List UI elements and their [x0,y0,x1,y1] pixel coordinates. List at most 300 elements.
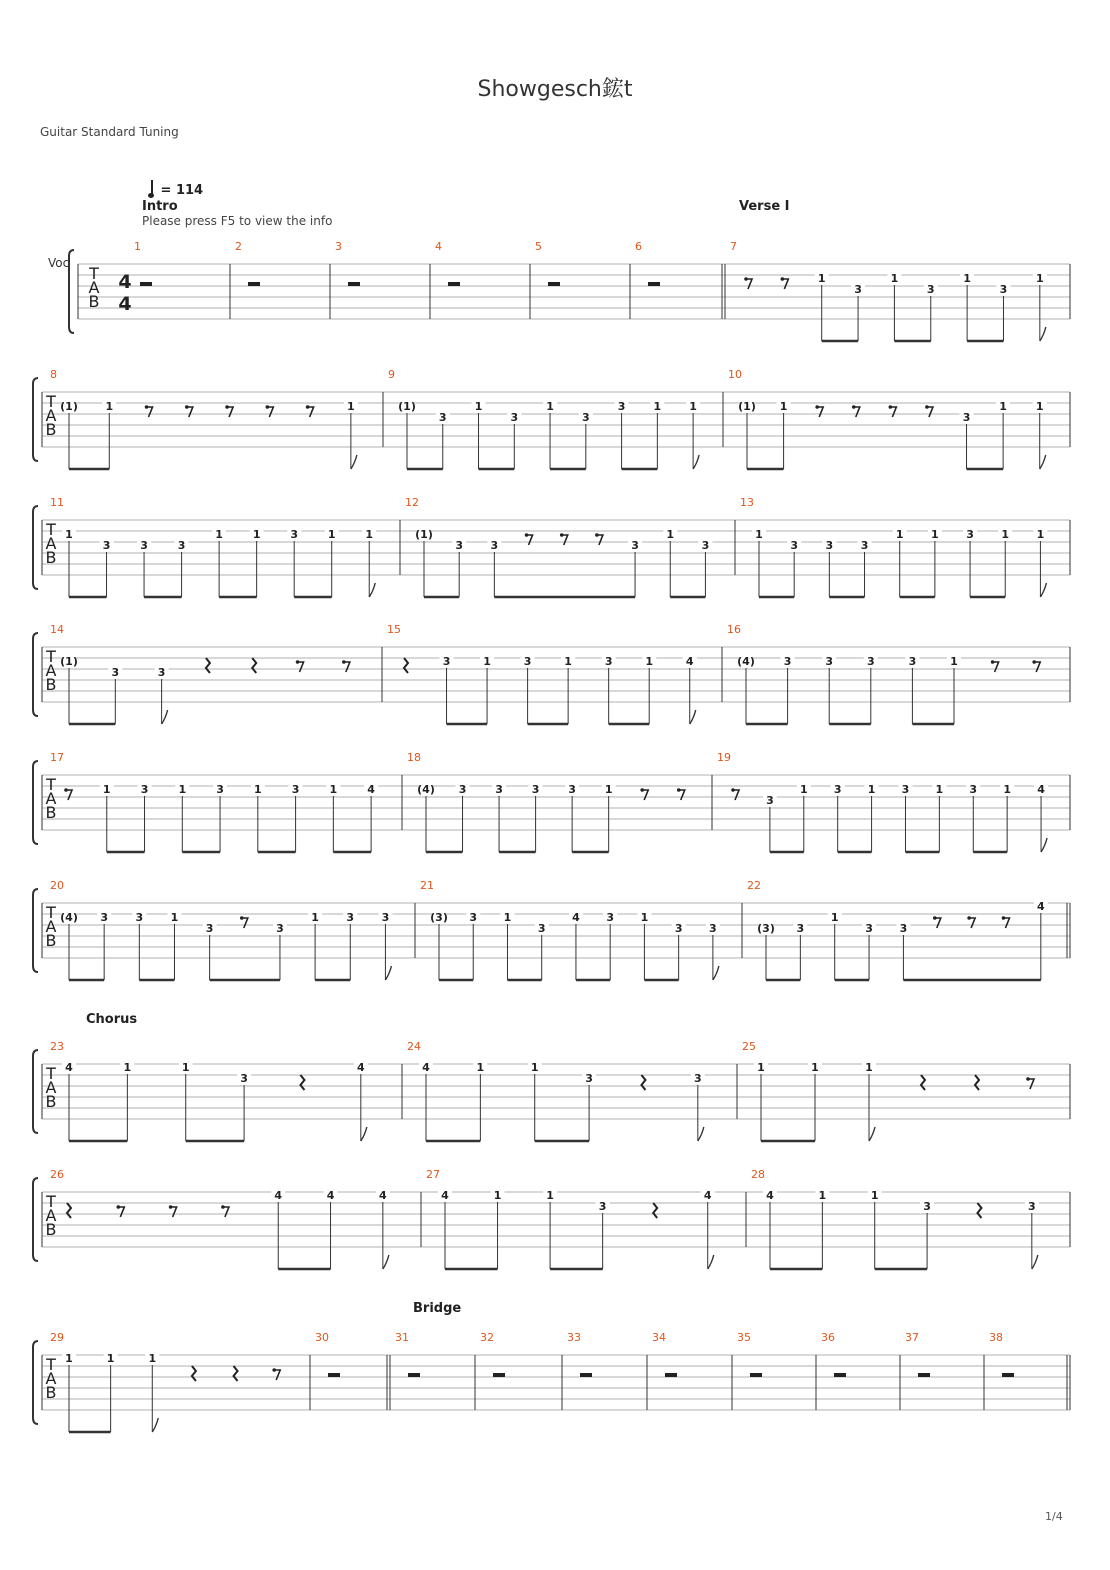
rest-dot [64,788,68,792]
fret-number: 3 [598,1200,607,1213]
note-flag [361,1127,367,1141]
note-flag [713,966,719,980]
rest-dot [744,277,748,281]
half-rest [248,282,260,286]
measure-number: 8 [50,368,57,381]
measure-number: 25 [742,1040,756,1053]
measure-number: 22 [747,879,761,892]
tab-clef-letter: B [45,803,57,822]
half-rest [548,282,560,286]
system-bracket [33,1050,38,1133]
measure-number: 32 [480,1331,494,1344]
note-flag [708,1255,714,1269]
fret-number: 3 [899,922,908,935]
fret-number: 1 [1003,783,1011,796]
note-flag [351,455,357,469]
measure-number: 28 [751,1168,765,1181]
measure-number: 26 [50,1168,64,1181]
fret-number: 1 [503,911,512,924]
tab-clef-letter: B [45,548,57,567]
rest-dot [525,533,529,537]
fret-number: 4 [65,1061,73,1074]
fret-number: 3 [490,539,499,552]
tab-clef-letter: T [46,1064,56,1083]
measure-number: 30 [315,1331,329,1344]
rest-dot [731,788,735,792]
fret-number: 4 [379,1189,387,1202]
note-flag [383,1255,389,1269]
note-flag [369,583,375,597]
fret-number: 3 [693,1072,702,1085]
measure-number: 4 [435,240,442,253]
fret-number: 3 [854,283,862,296]
fret-number: 3 [510,411,519,424]
fret-number: 3 [825,655,834,668]
fret-number: (1) [60,400,78,413]
rest-dot [1032,660,1036,664]
fret-number: 3 [866,655,875,668]
tab-clef-letter: A [45,789,57,808]
tuning-label: Guitar Standard Tuning [40,125,179,139]
note-flag [385,966,391,980]
fret-number: 3 [140,539,148,552]
fret-number: 4 [326,1189,335,1202]
fret-number: 3 [709,922,717,935]
fret-number: 1 [148,1352,157,1365]
tab-clef-letter: T [46,392,56,411]
fret-number: 4 [422,1061,430,1074]
fret-number: 4 [441,1189,449,1202]
fret-number: 3 [381,911,390,924]
fret-number: 4 [685,655,694,668]
fret-number: 4 [703,1189,712,1202]
fret-number: 1 [1035,400,1044,413]
fret-number: 3 [617,400,626,413]
measure-number: 5 [535,240,542,253]
fret-number: 1 [865,1061,873,1074]
tab-clef-letter: A [45,1078,57,1097]
tab-clef-letter: B [45,1220,57,1239]
fret-number: 1 [1035,272,1044,285]
fret-number: 1 [604,783,613,796]
fret-number: 1 [895,528,904,541]
fret-number: 3 [291,783,300,796]
score-title: Showgesch鋐t [477,77,633,102]
rest-dot [991,660,995,664]
fret-number: 1 [999,400,1007,413]
fret-number: 1 [102,783,111,796]
system-bracket [33,633,38,716]
fret-number: 1 [1036,528,1045,541]
quarter-rest [653,1203,657,1218]
measure-number: 33 [567,1331,581,1344]
note-flag [693,455,699,469]
measure-number: 1 [134,240,141,253]
rest-dot [781,277,785,281]
quarter-rest [252,658,256,673]
rest-dot [296,660,300,664]
measure-number: 16 [727,623,741,636]
fret-number: 1 [546,1189,554,1202]
rest-dot [117,1205,121,1209]
fret-number: 1 [963,272,971,285]
fret-number: 1 [123,1061,132,1074]
quarter-rest [67,1203,71,1218]
fret-number: 4 [1036,900,1045,913]
quarter-rest [977,1203,981,1218]
fret-number: 1 [106,1352,115,1365]
system-bracket [33,889,38,972]
note-flag [1040,583,1046,597]
fret-number: 3 [469,911,478,924]
fret-number: 1 [811,1061,819,1074]
time-signature-bottom: 4 [118,293,132,315]
fret-number: (3) [430,911,448,924]
fret-number: 1 [564,655,572,668]
quarter-rest [234,1366,238,1381]
fret-number: 3 [140,783,149,796]
note-flag [162,710,168,724]
rest-dot [560,533,564,537]
section-label-verse: Verse I [739,199,790,214]
system-bracket [33,378,38,461]
fret-number: 1 [215,528,223,541]
fret-number: (3) [757,922,775,935]
fret-number: 1 [170,911,179,924]
fret-number: 3 [825,539,834,552]
fret-number: 4 [367,783,375,796]
rest-dot [677,788,681,792]
fret-number: 1 [755,528,763,541]
half-rest [580,1373,592,1377]
fret-number: 3 [962,411,971,424]
fret-number: (1) [415,528,433,541]
fret-number: 3 [926,283,935,296]
fret-number: 3 [1027,1200,1036,1213]
rest-dot [169,1205,173,1209]
section-label-chorus: Chorus [86,1012,138,1027]
fret-number: 3 [865,922,873,935]
fret-number: 1 [935,783,944,796]
note-flag [698,1127,704,1141]
quarter-rest [206,658,210,673]
fret-number: 3 [766,794,774,807]
fret-number: 3 [111,666,120,679]
fret-number: 1 [252,528,261,541]
measure-number: 6 [635,240,642,253]
tab-clef-letter: B [45,1092,57,1111]
note-flag [690,710,696,724]
fret-number: 1 [757,1061,765,1074]
measure-number: 34 [652,1331,666,1344]
measure-number: 10 [728,368,742,381]
fret-number: 1 [530,1061,539,1074]
fret-number: 1 [365,528,374,541]
measure-number: 23 [50,1040,64,1053]
measure-number: 24 [407,1040,421,1053]
half-rest [140,282,152,286]
measure-number: 31 [395,1331,409,1344]
fret-number: 3 [999,283,1008,296]
fret-number: 1 [653,400,662,413]
half-rest [750,1373,762,1377]
fret-number: 1 [181,1061,190,1074]
fret-number: 1 [645,655,654,668]
quarter-rest [404,658,408,673]
measure-number: 11 [50,496,64,509]
fret-number: 1 [546,400,554,413]
system-bracket [33,506,38,589]
fret-number: 1 [483,655,491,668]
rest-dot [1002,916,1006,920]
fret-number: 3 [346,911,355,924]
quarter-rest [192,1366,196,1381]
half-rest [348,282,360,286]
fret-number: 1 [870,1189,879,1202]
fret-number: 3 [923,1200,931,1213]
rest-dot [145,405,149,409]
measure-number: 37 [905,1331,919,1344]
fret-number: 1 [666,528,675,541]
time-signature-top: 4 [118,271,132,293]
fret-number: (1) [398,400,416,413]
fret-number: 1 [640,911,649,924]
quarter-rest [300,1075,304,1090]
fret-number: (1) [738,400,756,413]
fret-number: 4 [766,1189,774,1202]
fret-number: 1 [818,1189,827,1202]
rest-dot [1026,1077,1030,1081]
measure-number: 17 [50,751,64,764]
tab-clef-letter: A [45,661,57,680]
fret-number: 3 [177,539,186,552]
system-bracket [33,1178,38,1261]
fret-number: 3 [537,922,546,935]
rest-dot [266,405,270,409]
fret-number: (4) [737,655,755,668]
fret-number: 3 [833,783,842,796]
fret-number: 3 [276,922,284,935]
fret-number: 3 [674,922,683,935]
fret-number: 3 [969,783,978,796]
fret-number: 1 [931,528,939,541]
fret-number: 3 [860,539,869,552]
rest-dot [595,533,599,537]
tab-clef-letter: T [46,520,56,539]
fret-number: 1 [689,400,697,413]
tempo-value: = 114 [160,183,204,198]
note-flag [1040,455,1046,469]
quarter-rest [975,1075,979,1090]
measure-number: 19 [717,751,731,764]
tab-clef-letter: T [89,264,99,283]
fret-number: (1) [60,655,78,668]
fret-number: (4) [417,783,435,796]
fret-number: 1 [950,655,958,668]
fret-number: 3 [531,783,540,796]
fret-number: 3 [581,411,590,424]
tab-clef-letter: A [45,917,57,936]
tab-clef-letter: T [46,903,56,922]
fret-number: 3 [290,528,299,541]
fret-number: 3 [631,539,639,552]
fret-number: 3 [438,411,447,424]
measure-number: 27 [426,1168,440,1181]
fret-number: 3 [442,655,451,668]
fret-number: 3 [585,1072,593,1085]
quarter-rest [921,1075,925,1090]
measure-number: 3 [335,240,342,253]
measure-number: 12 [405,496,419,509]
fret-number: 1 [476,1061,485,1074]
info-text: Please press F5 to view the info [142,214,333,228]
fret-number: 3 [216,783,224,796]
fret-number: 3 [908,655,917,668]
tab-clef-letter: T [46,775,56,794]
page-number: 1/4 [1045,1510,1063,1523]
fret-number: 1 [105,400,114,413]
fret-number: 3 [495,783,503,796]
tab-clef-letter: B [88,292,100,311]
fret-number: 4 [274,1189,283,1202]
fret-number: (4) [60,911,78,924]
fret-number: 3 [568,783,576,796]
half-rest [493,1373,505,1377]
system-bracket [69,250,74,333]
tab-clef-letter: A [88,278,100,297]
half-rest [1002,1373,1014,1377]
fret-number: 4 [356,1061,365,1074]
rest-dot [272,1368,276,1372]
fret-number: 1 [1001,528,1010,541]
half-rest [834,1373,846,1377]
half-rest [918,1373,930,1377]
tab-clef-letter: B [45,675,57,694]
quarter-rest [641,1075,645,1090]
measure-number: 18 [407,751,421,764]
measure-number: 35 [737,1331,751,1344]
tab-clef-letter: B [45,1383,57,1402]
fret-number: 1 [867,783,876,796]
fret-number: 3 [901,783,910,796]
fret-number: 1 [329,783,338,796]
rest-dot [640,788,644,792]
tab-clef-letter: A [45,1369,57,1388]
note-flag [152,1418,158,1432]
fret-number: 3 [455,539,464,552]
half-rest [648,282,660,286]
fret-number: 3 [604,655,613,668]
rest-dot [225,405,229,409]
measure-number: 38 [989,1331,1003,1344]
fret-number: 1 [311,911,319,924]
fret-number: 3 [205,922,214,935]
measure-number: 9 [388,368,395,381]
tab-clef-letter: B [45,420,57,439]
fret-number: 1 [830,911,839,924]
half-rest [448,282,460,286]
fret-number: 1 [799,783,808,796]
measure-number: 2 [235,240,242,253]
fret-number: 1 [65,1352,73,1365]
tab-clef-letter: A [45,1206,57,1225]
fret-number: 1 [327,528,336,541]
tab-clef-letter: A [45,534,57,553]
fret-number: 3 [102,539,111,552]
instrument-name: Voc [48,256,70,270]
tab-clef-letter: T [46,647,56,666]
fret-number: 1 [347,400,355,413]
fret-number: 4 [572,911,580,924]
rest-dot [815,405,819,409]
fret-number: 3 [966,528,974,541]
measure-number: 21 [420,879,434,892]
fret-number: 1 [65,528,73,541]
fret-number: 3 [458,783,467,796]
fret-number: 1 [493,1189,502,1202]
half-rest [328,1373,340,1377]
fret-number: 3 [523,655,532,668]
fret-number: 3 [157,666,166,679]
system-bracket [33,1341,38,1424]
tab-clef-letter: A [45,406,57,425]
fret-number: 1 [178,783,187,796]
fret-number: 1 [890,272,899,285]
tab-clef-letter: B [45,931,57,950]
rest-dot [852,405,856,409]
measure-number: 15 [387,623,401,636]
fret-number: 3 [135,911,144,924]
rest-dot [221,1205,225,1209]
fret-number: 3 [606,911,615,924]
fret-number: 3 [100,911,108,924]
rest-dot [185,405,189,409]
fret-number: 3 [796,922,805,935]
fret-number: 3 [790,539,799,552]
note-flag [1041,838,1047,852]
system-bracket [33,761,38,844]
section-label-intro: Intro [142,199,178,214]
rest-dot [342,660,346,664]
rest-dot [889,405,893,409]
fret-number: 1 [779,400,788,413]
fret-number: 1 [474,400,483,413]
note-flag [1032,1255,1038,1269]
section-label-bridge: Bridge [413,1301,462,1316]
measure-number: 36 [821,1331,835,1344]
measure-number: 20 [50,879,64,892]
measure-number: 29 [50,1331,64,1344]
half-rest [408,1373,420,1377]
measure-number: 7 [730,240,737,253]
note-flag [1040,327,1046,341]
note-flag [869,1127,875,1141]
rest-dot [240,916,244,920]
half-rest [665,1373,677,1377]
fret-number: 3 [783,655,792,668]
rest-dot [925,405,929,409]
fret-number: 1 [817,272,826,285]
rest-dot [306,405,310,409]
rest-dot [967,916,971,920]
measure-number: 14 [50,623,64,636]
fret-number: 3 [240,1072,248,1085]
fret-number: 4 [1037,783,1045,796]
measure-number: 13 [740,496,754,509]
fret-number: 1 [253,783,262,796]
fret-number: 3 [701,539,710,552]
tab-clef-letter: T [46,1192,56,1211]
